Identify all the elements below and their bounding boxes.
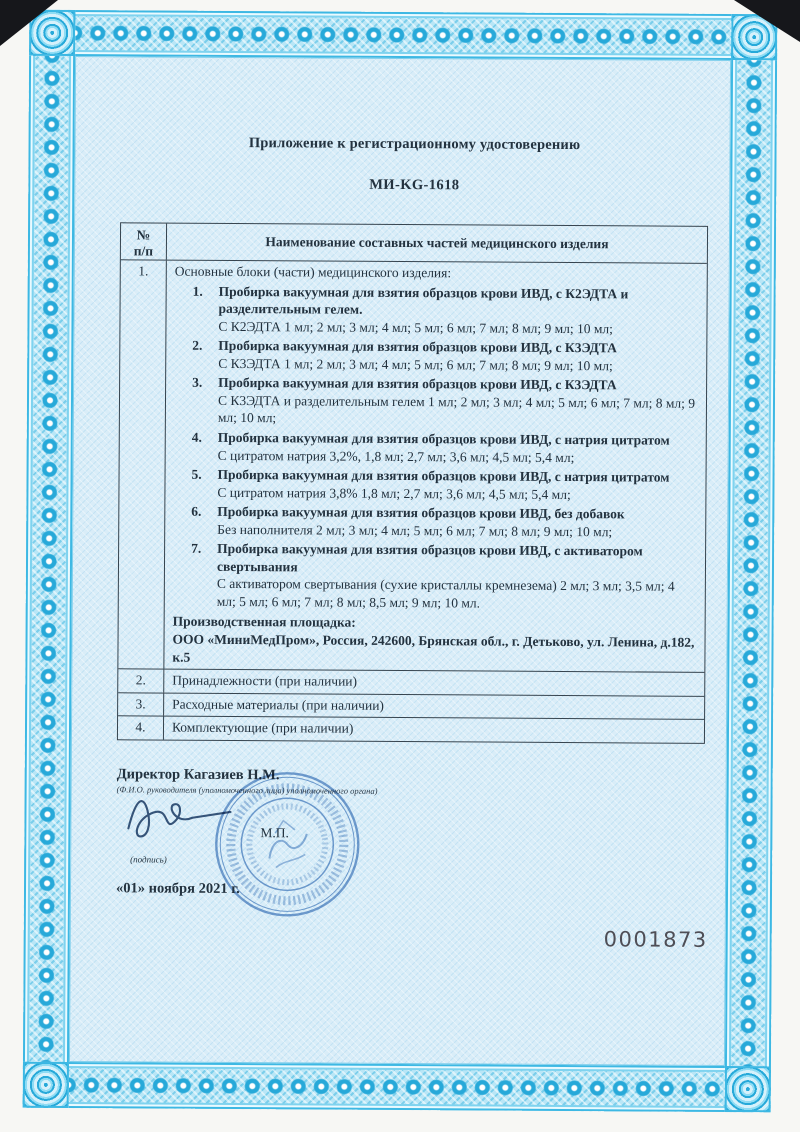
document-content (115, 56, 709, 1019)
item-number: 3. (192, 375, 203, 391)
component-item (192, 374, 698, 430)
item-body (218, 282, 698, 338)
item-body (218, 429, 698, 467)
item-body (217, 503, 697, 541)
components-list (173, 282, 699, 613)
table-row (118, 259, 706, 672)
production-site (172, 613, 696, 669)
item-body (217, 540, 697, 613)
document-date: «01» ноября 2021 г. (115, 879, 240, 897)
table-header-row (121, 223, 707, 263)
table-row (118, 692, 704, 719)
round-seal-stamp (201, 758, 374, 931)
stamp-place-label: М.П. (260, 824, 289, 841)
item-detail: Без наполнителя 2 мл; 3 мл; 4 мл; 5 мл; 6 мл; 7 мл; 8 мл; 9 мл; 10 мл; (217, 521, 613, 539)
header-number-top: № (136, 227, 151, 243)
certificate-number: МИ-KG-1618 (369, 176, 460, 194)
item-detail: С К2ЭДТА 1 мл; 2 мл; 3 мл; 4 мл; 5 мл; 6 мл; 7 мл; 8 мл; 9 мл; 10 мл; (218, 318, 613, 336)
border-band-bottom (23, 1062, 771, 1113)
item-number: 4. (191, 429, 202, 445)
form-serial-number: 0001873 (603, 926, 708, 952)
row-number-cell: 2. (118, 669, 164, 692)
header-number-cell (121, 223, 167, 259)
item-detail: С К3ЭДТА 1 мл; 2 мл; 3 мл; 4 мл; 5 мл; 6 мл; 7 мл; 8 мл; 9 мл; 10 мл; (218, 355, 613, 374)
document-title: Приложение к регистрационному удостоверению (248, 135, 581, 154)
item-title: Пробирка вакуумная для взятия образцов крови ИВД, с натрия цитратом (217, 466, 670, 485)
item-detail: С цитратом натрия 3,2%, 1,8 мл; 2,7 мл; 3,6 мл; 4,5 мл; 5,4 мл; (217, 447, 575, 465)
border-band-left (23, 10, 76, 1108)
component-item (191, 503, 697, 541)
border-rosette-bottom-right (725, 1066, 771, 1112)
row-content-cell: Принадлежности (при наличии) (172, 672, 358, 689)
component-item (192, 282, 698, 338)
border-band-right (725, 14, 778, 1112)
item-body (218, 374, 698, 430)
component-item (192, 429, 698, 467)
border-rosette-bottom-left (23, 1062, 69, 1108)
item-title: Пробирка вакуумная для взятия образцов крови ИВД, с К3ЭДТА (218, 338, 617, 356)
production-site-value: ООО «МиниМедПром», Россия, 242600, Брянская обл., г. Детьково, ул. Ленина, д.182, к.5 (172, 631, 695, 665)
signature-note: (подпись) (130, 854, 167, 865)
table-row (118, 715, 704, 742)
component-item (191, 540, 697, 613)
item-body (218, 337, 698, 375)
header-number-bottom: п/п (133, 242, 154, 259)
director-name: Директор Кагазиев Н.М. (116, 765, 280, 783)
row-content-cell: Комплектующие (при наличии) (171, 719, 354, 736)
border-band-top (29, 10, 777, 61)
item-detail: С К3ЭДТА и разделительным гелем 1 мл; 2 мл; 3 мл; 4 мл; 5 мл; 6 мл; 7 мл; 8 мл; 9 мл; 10 мл; (217, 392, 696, 426)
director-note: (Ф.И.О. руководителя (уполномоченного лица) уполномоченного органа) (116, 783, 378, 796)
table-row (118, 668, 704, 695)
row-number-cell: 1. (118, 260, 166, 668)
item-detail: С цитратом натрия 3,8% 1,8 мл; 2,7 мл; 3,6 мл; 4,5 мл; 5,4 мл; (217, 484, 571, 502)
header-name-cell: Наименование составных частей медицинского изделия (265, 233, 609, 252)
signature-block (115, 765, 708, 1020)
item-title: Пробирка вакуумная для взятия образцов крови ИВД, с К3ЭДТА (218, 375, 617, 393)
component-item (192, 337, 698, 375)
item-number: 2. (192, 337, 203, 354)
item-number: 5. (191, 466, 202, 482)
item-number: 6. (191, 503, 202, 519)
row-content-cell (164, 261, 706, 672)
main-blocks-intro: Основные блоки (части) медицинского изделия: (174, 263, 452, 281)
row-number-cell: 3. (118, 693, 164, 716)
production-site-label: Производственная площадка: (172, 614, 356, 631)
components-table (117, 222, 708, 743)
row-number-cell: 4. (118, 716, 164, 739)
row-content-cell: Расходные материалы (при наличии) (172, 696, 384, 713)
item-title: Пробирка вакуумная для взятия образцов крови ИВД, с К2ЭДТА и разделительным гелем. (218, 283, 629, 317)
item-body (217, 466, 697, 504)
item-number: 7. (191, 540, 202, 557)
item-title: Пробирка вакуумная для взятия образцов крови ИВД, без добавок (217, 504, 625, 522)
item-title: Пробирка вакуумная для взятия образцов крови ИВД, с натрия цитратом (217, 429, 670, 448)
item-number: 1. (192, 283, 203, 299)
item-title: Пробирка вакуумная для взятия образцов крови ИВД, с активатором свертывания (216, 541, 643, 575)
component-item (191, 466, 697, 504)
item-detail: С активатором свертывания (сухие кристаллы кремнезема) 2 мл; 3 мл; 3,5 мл; 4 мл; 5 мл; 6 мл; 7 мл; 8 мл; 8,5 мл; 9 мл; 10 мл. (216, 576, 675, 611)
